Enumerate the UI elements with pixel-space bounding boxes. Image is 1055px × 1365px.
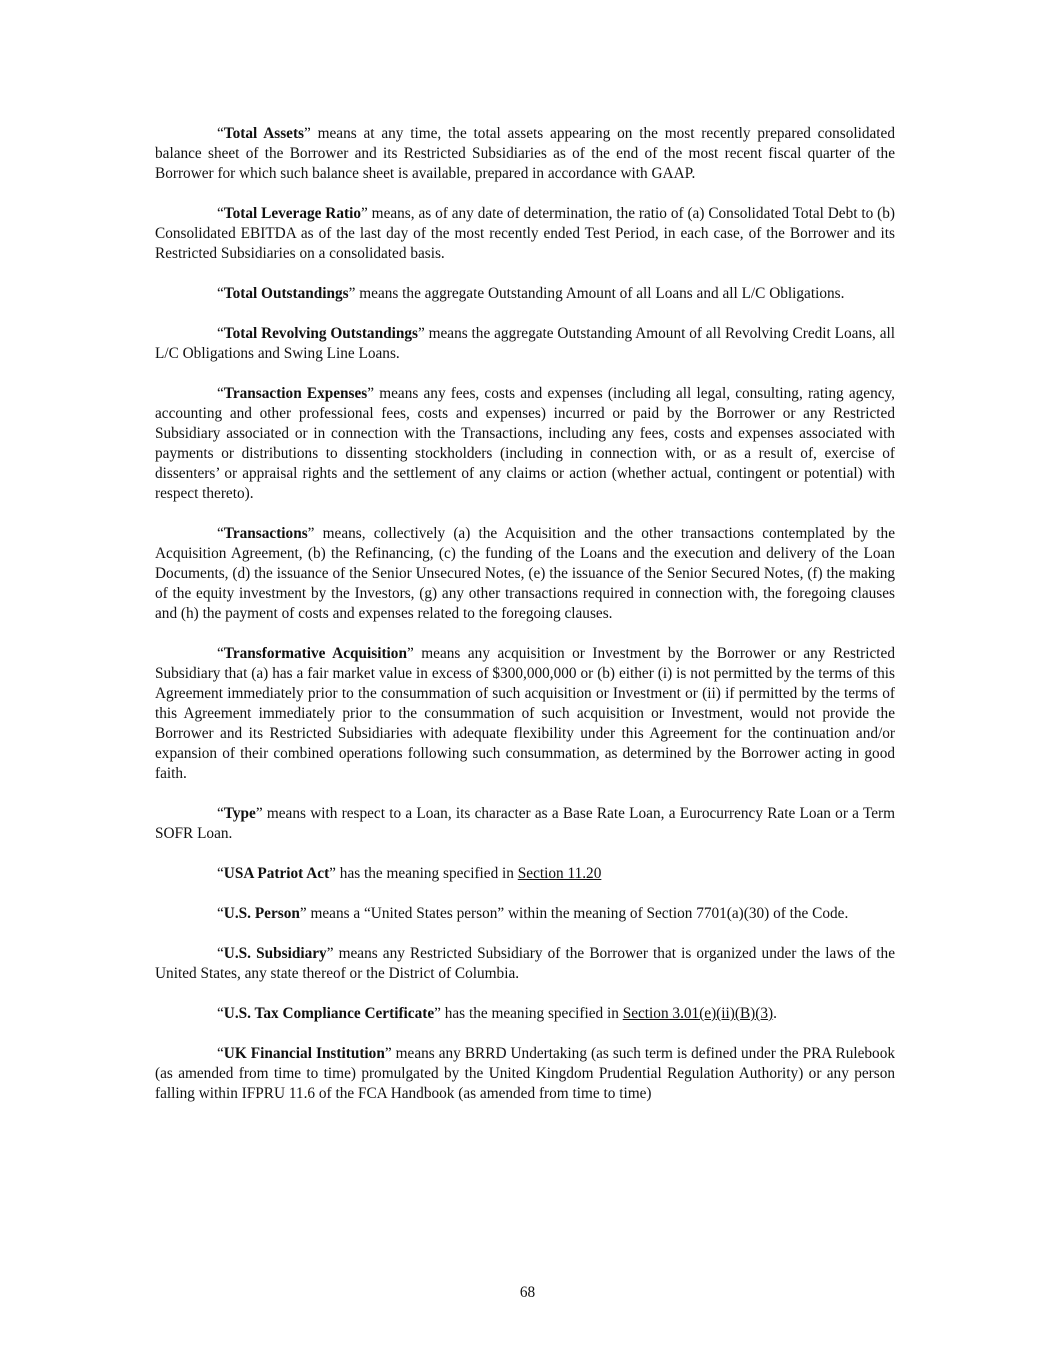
definition-text: means any acquisition or Investment by the Borrower or any Restricted Subsidiary that (a) has a fair market value in excess of $300,000,000 or (b) either (i) is not permitted by the terms of this Agreement immediately prior to the consummation of such acquisition or Investment or (ii) if permitted by the terms of this Agreement immediately prior to the consummation of such acquisition or Investment, would not provide the Borrower and its Restricted Subsidiaries with adequate flexibility under this Agreement for the continuation and/or expansion of their combined operations following such consummation, as determined by the Borrower acting in good faith. bbox=[155, 645, 895, 782]
definition-transactions: “Transactions” means, collectively (a) the Acquisition and the other transactions contemplated by the Acquisition Agreement, (b) the Refinancing, (c) the funding of the Loans and the execution and delivery of the Loan Documents, (d) the issuance of the Senior Unsecured Notes, (e) the issuance of the Senior Secured Notes, (f) the making of the equity investment by the Investors, (g) any other transactions required in connection with, the foregoing clauses and (h) the payment of costs and expenses related to the foregoing clauses. bbox=[155, 525, 895, 622]
term: Transformative Acquisition bbox=[223, 645, 407, 662]
definition-total-revolving-outstandings: “Total Revolving Outstandings” means the aggregate Outstanding Amount of all Revolving Credit Loans, all L/C Obligations and Swing Line Loans. bbox=[155, 325, 895, 362]
section-reference-link[interactable]: Section 11.20 bbox=[517, 865, 602, 882]
definition-transformative-acquisition: “Transformative Acquisition” means any acquisition or Investment by the Borrower or any Restricted Subsidiary that (a) has a fair market value in excess of $300,000,000 or (b) either (i) is not permitted by the terms of this Agreement immediately prior to the consummation of such acquisition or Investment or (ii) if permitted by the terms of this Agreement immediately prior to the consummation of such acquisition or Investment, would not provide the Borrower and its Restricted Subsidiaries with adequate flexibility under this Agreement for the continuation and/or expansion of their combined operations following such consummation, as determined by the Borrower acting in good faith. bbox=[155, 645, 895, 782]
definition-transaction-expenses: “Transaction Expenses” means any fees, costs and expenses (including all legal, consulting, rating agency, accounting and other professional fees, costs and expenses) incurred or paid by the Borrower or any Restricted Subsidiary associated or in connection with the Transactions, including any fees, costs and expenses associated with payments or distributions to dissenting stockholders (including in connection with, or as a result of, exercise of dissenters’ or appraisal rights and the settlement of any claims or action (whether actual, contingent or potential) with respect thereto). bbox=[155, 385, 895, 502]
term: Total Assets bbox=[223, 125, 304, 142]
definition-text: has the meaning specified in bbox=[440, 1005, 623, 1022]
definition-text: means the aggregate Outstanding Amount of all Loans and all L/C Obligations. bbox=[355, 285, 845, 302]
definition-type: “Type” means with respect to a Loan, its character as a Base Rate Loan, a Eurocurrency Rate Loan or a Term SOFR Loan. bbox=[155, 805, 895, 842]
term: U.S. Tax Compliance Certificate bbox=[223, 1005, 435, 1022]
definition-us-tax-compliance-certificate: “U.S. Tax Compliance Certificate” has the meaning specified in Section 3.01(e)(ii)(B)(3). bbox=[217, 1005, 777, 1022]
definition-total-outstandings: “Total Outstandings” means the aggregate Outstanding Amount of all Loans and all L/C Obligations. bbox=[217, 285, 845, 302]
definition-text: means at any time, the total assets appearing on the most recently prepared consolidated balance sheet of the Borrower and its Restricted Subsidiaries as of the end of the most recent fiscal quarter of the Borrower for which such balance sheet is available, prepared in accordance with GAAP. bbox=[155, 125, 895, 182]
definition-text: means with respect to a Loan, its character as a Base Rate Loan, a Eurocurrency Rate Loan or a Term SOFR Loan. bbox=[155, 805, 895, 842]
term: U.S. Person bbox=[223, 905, 300, 922]
definition-text-after: . bbox=[773, 1005, 777, 1022]
definition-text: means, collectively (a) the Acquisition and the other transactions contemplated by the Acquisition Agreement, (b) the Refinancing, (c) the funding of the Loans and the execution and delivery of the Loan Documents, (d) the issuance of the Senior Unsecured Notes, (e) the issuance of the Senior Secured Notes, (f) the making of the equity investment by the Investors, (g) any other transactions required in connection with, the foregoing clauses and (h) the payment of costs and expenses related to the foregoing clauses. bbox=[155, 525, 895, 622]
definition-text: means a “United States person” within the meaning of Section 7701(a)(30) of the Code. bbox=[306, 905, 849, 922]
page-number: 68 bbox=[519, 1284, 536, 1301]
definition-total-assets: “Total Assets” means at any time, the total assets appearing on the most recently prepared consolidated balance sheet of the Borrower and its Restricted Subsidiaries as of the end of the most recent fiscal quarter of the Borrower for which such balance sheet is available, prepared in accordance with GAAP. bbox=[155, 125, 895, 182]
section-reference-link[interactable]: Section 3.01(e)(ii)(B)(3) bbox=[622, 1005, 774, 1022]
definition-uk-financial-institution: “UK Financial Institution” means any BRRD Undertaking (as such term is defined under the PRA Rulebook (as amended from time to time) promulgated by the United Kingdom Prudential Regulation Authority) or any person falling within IFPRU 11.6 of the FCA Handbook (as amended from time to time) bbox=[155, 1045, 895, 1102]
definition-text: means any Restricted Subsidiary of the Borrower that is organized under the laws of the United States, any state thereof or the District of Columbia. bbox=[155, 945, 895, 982]
document-page bbox=[155, 124, 895, 1124]
term: UK Financial Institution bbox=[223, 1045, 385, 1062]
definition-text: means any fees, costs and expenses (including all legal, consulting, rating agency, accounting and other professional fees, costs and expenses) incurred or paid by the Borrower or any Restricted Subsidiary associated or in connection with the Transactions, including any fees, costs and expenses associated with payments or distributions to dissenting stockholders (including in connection with, or as a result of, exercise of dissenters’ or appraisal rights and the settlement of any claims or action (whether actual, contingent or potential) with respect thereto). bbox=[155, 385, 895, 502]
definition-text: means any BRRD Undertaking (as such term is defined under the PRA Rulebook (as amended from time to time) promulgated by the United Kingdom Prudential Regulation Authority) or any person falling within IFPRU 11.6 of the FCA Handbook (as amended from time to time) bbox=[155, 1045, 895, 1102]
term: USA Patriot Act bbox=[223, 865, 330, 882]
term: Total Revolving Outstandings bbox=[223, 325, 418, 342]
definition-text: has the meaning specified in bbox=[335, 865, 518, 882]
term: Total Outstandings bbox=[223, 285, 349, 302]
definition-usa-patriot-act: “USA Patriot Act” has the meaning specified in Section 11.20 bbox=[217, 865, 602, 882]
definition-text: means the aggregate Outstanding Amount of all Revolving Credit Loans, all L/C Obligations and Swing Line Loans. bbox=[155, 325, 895, 362]
term: Transactions bbox=[223, 525, 308, 542]
definition-us-person: “U.S. Person” means a “United States person” within the meaning of Section 7701(a)(30) of the Code. bbox=[217, 905, 849, 922]
definition-text: means, as of any date of determination, the ratio of (a) Consolidated Total Debt to (b) Consolidated EBITDA as of the last day of the most recently ended Test Period, in each case, of the Borrower and its Restricted Subsidiaries on a consolidated basis. bbox=[155, 205, 895, 262]
definition-total-leverage-ratio: “Total Leverage Ratio” means, as of any date of determination, the ratio of (a) Consolidated Total Debt to (b) Consolidated EBITDA as of the last day of the most recently ended Test Period, in each case, of the Borrower and its Restricted Subsidiaries on a consolidated basis. bbox=[155, 205, 895, 262]
definition-us-subsidiary: “U.S. Subsidiary” means any Restricted Subsidiary of the Borrower that is organized under the laws of the United States, any state thereof or the District of Columbia. bbox=[155, 945, 895, 982]
term: Total Leverage Ratio bbox=[223, 205, 361, 222]
term: U.S. Subsidiary bbox=[223, 945, 327, 962]
term: Transaction Expenses bbox=[223, 385, 368, 402]
term: Type bbox=[223, 805, 256, 822]
